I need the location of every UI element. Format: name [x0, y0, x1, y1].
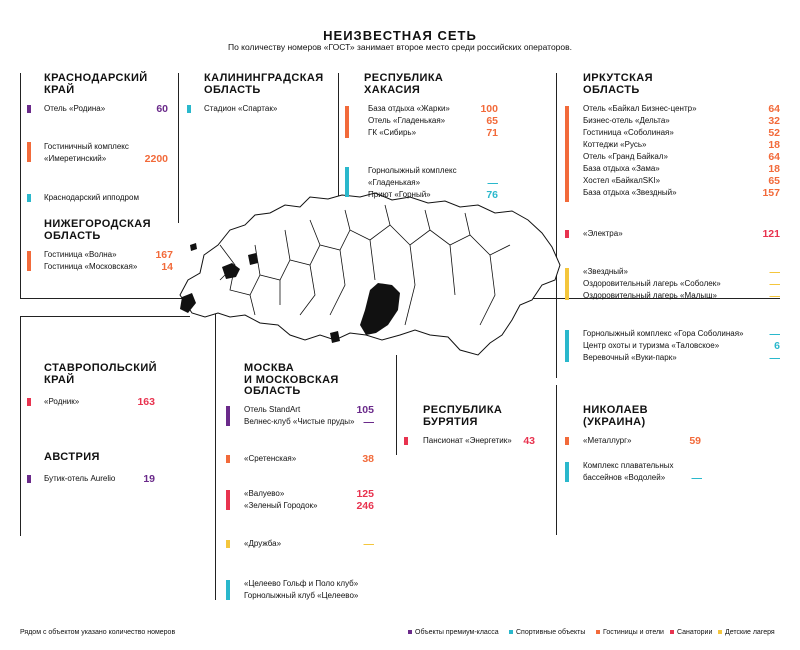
- room-count: 59: [689, 435, 701, 447]
- list-item: «Зеленый Городок»: [244, 501, 318, 510]
- list-item: Краснодарский ипподром: [44, 193, 139, 202]
- list-item: Горнолыжный комплекс «Гора Соболиная»: [583, 329, 744, 338]
- category-marker: [27, 475, 31, 483]
- region-title-austria: АВСТРИЯ: [44, 451, 100, 463]
- page-title: НЕИЗВЕСТНАЯ СЕТЬ: [323, 28, 477, 43]
- region-title-moscow: МОСКВА И МОСКОВСКАЯ ОБЛАСТЬ: [244, 362, 339, 397]
- legend-label: Спортивные объекты: [516, 629, 586, 636]
- room-count: 65: [768, 175, 780, 187]
- room-count: 246: [356, 500, 374, 512]
- divider-line: [556, 385, 557, 535]
- room-count: 125: [356, 488, 374, 500]
- category-marker: [226, 540, 230, 548]
- divider-line: [20, 73, 21, 299]
- room-count: 14: [161, 261, 173, 273]
- category-marker: [345, 167, 349, 197]
- room-count: 64: [768, 103, 780, 115]
- region-title-stavropol: СТАВРОПОЛЬСКИЙ КРАЙ: [44, 362, 157, 386]
- room-count: 163: [137, 396, 155, 408]
- list-item: Бутик-отель Aurelio: [44, 474, 116, 483]
- list-item: «Валуево»: [244, 489, 285, 498]
- legend-swatch: [596, 630, 600, 634]
- legend-swatch: [509, 630, 513, 634]
- category-marker: [226, 455, 230, 463]
- room-count: 157: [762, 187, 780, 199]
- room-count: 105: [356, 404, 374, 416]
- region-title-buryatia: РЕСПУБЛИКА БУРЯТИЯ: [423, 404, 503, 428]
- category-marker: [565, 462, 569, 482]
- region-title-nikolaev: НИКОЛАЕВ (УКРАИНА): [583, 404, 648, 428]
- list-item: Веревочный «Вуки-парк»: [583, 353, 677, 362]
- region-title-kaliningrad: КАЛИНИНГРАДСКАЯ ОБЛАСТЬ: [204, 72, 324, 96]
- category-marker: [226, 490, 230, 510]
- category-marker: [27, 142, 31, 162]
- room-count: 167: [155, 249, 173, 261]
- category-marker: [565, 106, 569, 202]
- list-item: Комплекс плавательных: [583, 461, 674, 470]
- legend-item-premium: [408, 629, 499, 636]
- category-marker: [226, 406, 230, 426]
- divider-line: [20, 316, 21, 536]
- legend-item-sanatorium: [670, 629, 712, 636]
- list-item: «Дружба»: [244, 539, 282, 548]
- region-title-krasnodar: КРАСНОДАРСКИЙ КРАЙ: [44, 72, 148, 96]
- divider-line: [396, 355, 397, 455]
- room-count: —: [363, 416, 374, 428]
- category-marker: [27, 251, 31, 271]
- category-marker: [565, 437, 569, 445]
- list-item: «Сретенская»: [244, 454, 297, 463]
- list-item: Приют «Горный»: [368, 190, 431, 199]
- category-marker: [226, 580, 230, 600]
- region-title-nizhny: НИЖЕГОРОДСКАЯ ОБЛАСТЬ: [44, 218, 151, 242]
- list-item: Горнолыжный клуб «Целеево»: [244, 591, 359, 600]
- legend-item-kids: [718, 629, 775, 636]
- list-item: Отель «Гладенькая»: [368, 116, 446, 125]
- category-marker: [27, 398, 31, 406]
- room-count: 19: [143, 473, 155, 485]
- room-count: 6: [774, 340, 780, 352]
- legend-swatch: [408, 630, 412, 634]
- list-item: «Гладенькая»: [368, 178, 421, 187]
- list-item: Гостиница «Соболиная»: [583, 128, 674, 137]
- list-item: «Электра»: [583, 229, 623, 238]
- room-count: —: [769, 290, 780, 302]
- room-count: 52: [768, 127, 780, 139]
- list-item: «Имеретинский»: [44, 154, 107, 163]
- category-marker: [565, 330, 569, 362]
- page-subtitle: По количеству номеров «ГОСТ» занимает второе место среди российских операторов.: [227, 42, 573, 52]
- category-marker: [27, 105, 31, 113]
- legend-label: Детские лагеря: [725, 629, 775, 636]
- room-count: 65: [486, 115, 498, 127]
- list-item: бассейнов «Водолей»: [583, 473, 666, 482]
- list-item: Отель StandArt: [244, 405, 301, 414]
- room-count: 121: [762, 228, 780, 240]
- list-item: Гостиница «Волна»: [44, 250, 117, 259]
- list-item: Бизнес-отель «Дельта»: [583, 116, 670, 125]
- list-item: Пансионат «Энергетик»: [423, 436, 512, 445]
- list-item: ГК «Сибирь»: [368, 128, 417, 137]
- category-marker: [404, 437, 408, 445]
- region-title-irkutsk: ИРКУТСКАЯ ОБЛАСТЬ: [583, 72, 653, 96]
- legend-item-hotel: [596, 629, 664, 636]
- room-count: 18: [768, 139, 780, 151]
- room-count: 64: [768, 151, 780, 163]
- category-marker: [27, 194, 31, 202]
- list-item: База отдыха «Зама»: [583, 164, 660, 173]
- list-item: Центр охоты и туризма «Таловское»: [583, 341, 720, 350]
- legend-swatch: [670, 630, 674, 634]
- room-count: —: [769, 328, 780, 340]
- room-count: —: [769, 352, 780, 364]
- room-count: 38: [362, 453, 374, 465]
- list-item: Отель «Байкал Бизнес-центр»: [583, 104, 697, 113]
- list-item: «Целеево Гольф и Поло клуб»: [244, 579, 359, 588]
- footnote: Рядом с объектом указано количество номеров: [20, 629, 176, 636]
- category-marker: [565, 268, 569, 300]
- room-count: 2200: [144, 153, 168, 165]
- list-item: Коттеджи «Русь»: [583, 140, 647, 149]
- room-count: —: [769, 266, 780, 278]
- list-item: Велнес-клуб «Чистые пруды»: [244, 417, 355, 426]
- list-item: Отель «Родина»: [44, 104, 106, 113]
- legend-swatch: [718, 630, 722, 634]
- room-count: —: [363, 538, 374, 550]
- list-item: «Звездный»: [583, 267, 628, 276]
- category-marker: [345, 106, 349, 138]
- room-count: —: [691, 472, 702, 484]
- room-count: —: [487, 177, 498, 189]
- room-count: 60: [156, 103, 168, 115]
- list-item: «Родник»: [44, 397, 80, 406]
- list-item: Хостел «БайкалSKI»: [583, 176, 661, 185]
- room-count: 18: [768, 163, 780, 175]
- region-title-khakasia: РЕСПУБЛИКА ХАКАСИЯ: [364, 72, 444, 96]
- list-item: Гостиничный комплекс: [44, 142, 129, 151]
- list-item: «Металлург»: [583, 436, 632, 445]
- category-marker: [565, 230, 569, 238]
- room-count: 71: [486, 127, 498, 139]
- legend-label: Гостиницы и отели: [603, 629, 664, 636]
- list-item: Оздоровительный лагерь «Малыш»: [583, 291, 717, 300]
- room-count: 100: [480, 103, 498, 115]
- room-count: 32: [768, 115, 780, 127]
- list-item: Горнолыжный комплекс: [368, 166, 457, 175]
- room-count: 76: [486, 189, 498, 201]
- legend-label: Санатории: [677, 629, 713, 636]
- room-count: 43: [523, 435, 535, 447]
- list-item: Отель «Гранд Байкал»: [583, 152, 668, 161]
- list-item: Оздоровительный лагерь «Соболек»: [583, 279, 721, 288]
- region-kaliningrad: [190, 243, 197, 251]
- category-marker: [187, 105, 191, 113]
- room-count: —: [769, 278, 780, 290]
- list-item: Гостиница «Московская»: [44, 262, 138, 271]
- list-item: База отдыха «Звездный»: [583, 188, 677, 197]
- list-item: База отдыха «Жарки»: [368, 104, 450, 113]
- legend-item-sport: [509, 629, 585, 636]
- list-item: Стадион «Спартак»: [204, 104, 278, 113]
- russia-map: [160, 185, 570, 370]
- legend-label: Объекты премиум-класса: [415, 629, 499, 636]
